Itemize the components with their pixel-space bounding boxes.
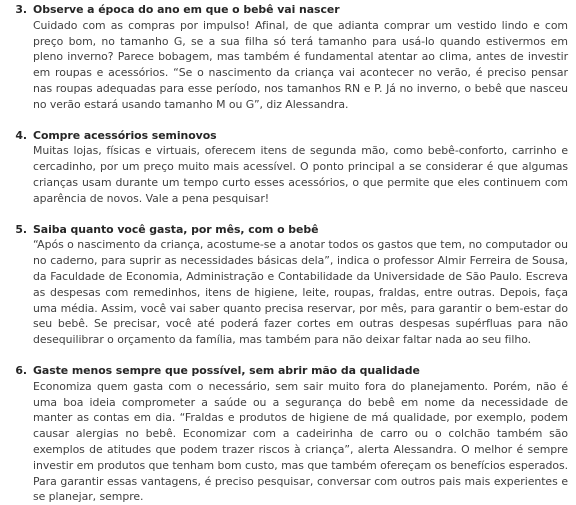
item-content [33,363,568,505]
item-content [33,128,568,207]
item-body: Cuidado com as compras por impulso! Afinal, de que adianta comprar um vestido lindo e com preço bom, no tamanho G, se a sua filha só terá tamanho para usá-lo quando estivermos em pleno inverno? Parece bobagem, mas também é fundamental atentar ao clima, antes de investir em roupas e acessórios. “Se o nascimento da criança vai acontecer no verão, é preciso pensar nas roupas adequadas para esse período, nos tamanhos RN e P. Já no inverno, o bebê que nasceu no verão estará usando tamanho M ou G”, diz Alessandra. [33,18,568,111]
item-number: 4. [15,128,27,142]
list-item-4 [6,128,568,207]
item-title: Saiba quanto você gasta, por mês, com o bebê [33,222,319,236]
item-body: Muitas lojas, físicas e virtuais, oferecem itens de segunda mão, como bebê-conforto, carrinho e cercadinho, por um preço muito mais acessível. O ponto principal a se considerar é que algumas crianças usam durante um tempo curto esses acessórios, o que permite que eles continuem com aparência de novos. Vale a pena pesquisar! [33,144,568,205]
item-number: 6. [15,363,27,377]
item-title: Observe a época do ano em que o bebê vai nascer [33,3,340,16]
item-body: Economiza quem gasta com o necessário, sem sair muito fora do planejamento. Porém, não é uma boa ideia comprometer a saúde ou a segurança do bebê em nome da necessidade de manter as contas em dia. “Fraldas e produtos de higiene de má qualidade, por exemplo, podem causar alergias no bebê. Economizar com a cadeirinha de carro ou o colchão também são exemplos de atitudes que podem trazer riscos à criança”, alerta Alessandra. O melhor é sempre investir em produtos que tenham bom custo, mas que também ofereçam os benefícios esperados. Para garantir essas vantagens, é preciso pesquisar, conversar com outros pais mais experientes e se planejar, sempre. [33,379,568,504]
item-number: 3. [15,3,27,16]
item-body: “Após o nascimento da criança, acostume-se a anotar todos os gastos que tem, no computador ou no caderno, para suprir as necessidades básicas dela”, indica o professor Almir Ferreira de Sousa, da Faculdade de Economia, Administração e Contabilidade da Universidade de São Paulo. Escreva as despesas com remedinhos, itens de higiene, leite, roupas, fraldas, entre outras. Depois, faça uma média. Assim, você vai saber quanto precisa reservar, por mês, para garantir o bem-estar do seu bebê. Se precisar, você até poderá fazer cortes em outras despesas supérfluas para não desequilibrar o orçamento da família, mas também para não deixar faltar nada ao seu filho. [33,238,568,347]
list-item-3 [6,2,568,113]
item-title: Gaste menos sempre que possível, sem abrir mão da qualidade [33,363,420,377]
item-content [33,2,568,113]
item-content [33,222,568,348]
item-title: Compre acessórios seminovos [33,128,217,142]
list-item-6 [6,363,568,505]
item-number: 5. [15,222,27,236]
list-item-5 [6,222,568,348]
